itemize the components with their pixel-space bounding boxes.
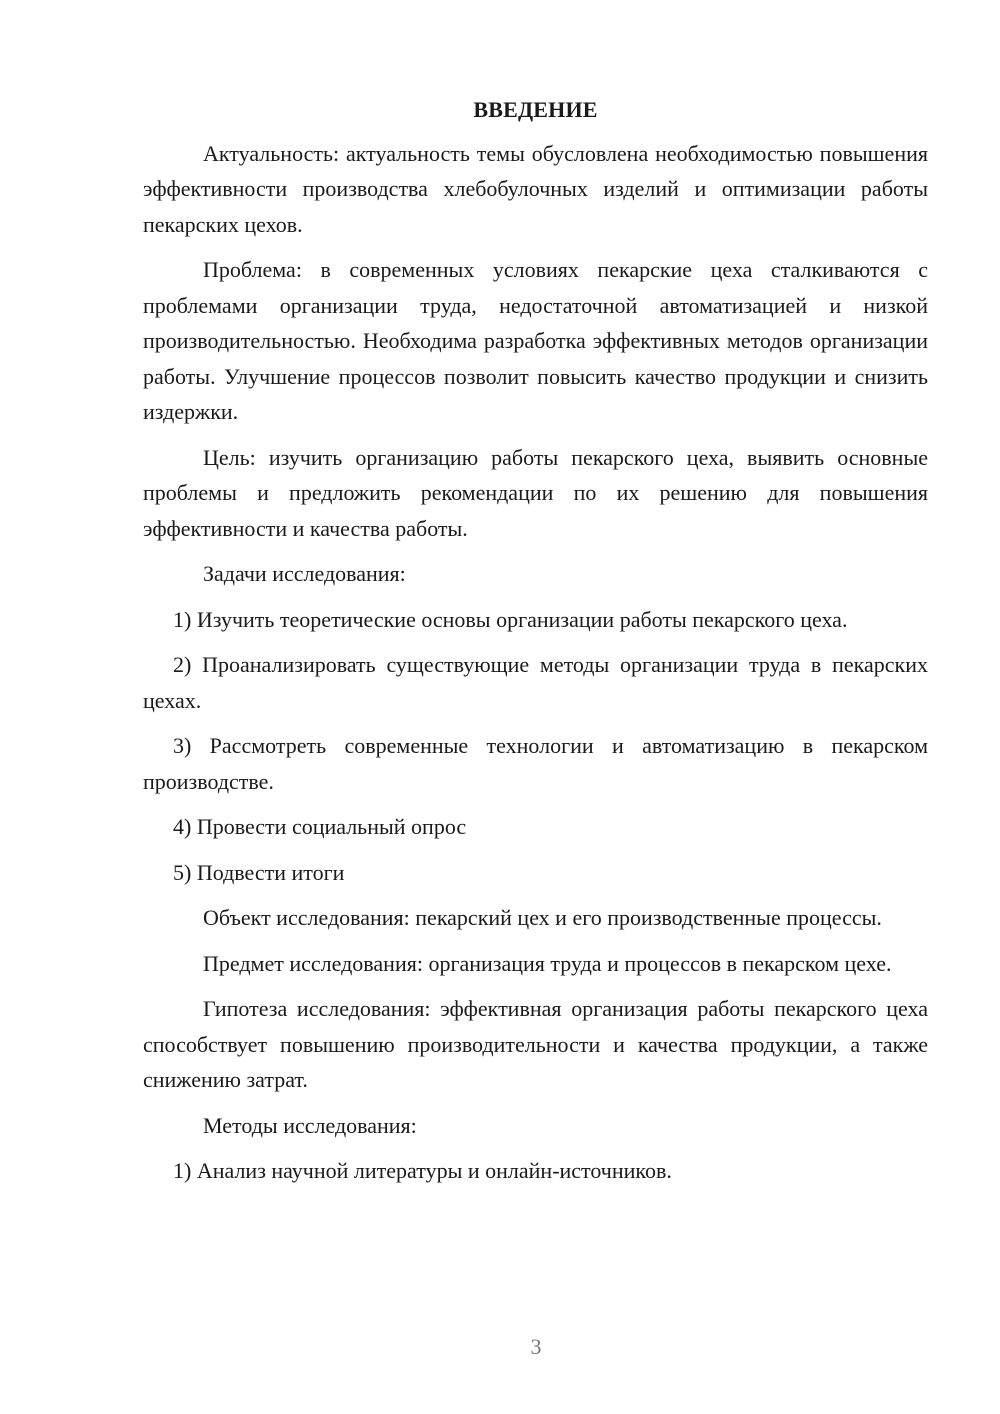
subject-paragraph: Предмет исследования: организация труда и процессов в пекарском цехе.: [203, 950, 892, 976]
method-item-1: 1) Анализ научной литературы и онлайн-источников.: [173, 1158, 672, 1183]
relevance-paragraph: Актуальность: актуальность темы обусловлена необходимостью повышения эффективности производства хлебобулочных изделий и оптимизации работы пекарских цехов.: [143, 140, 928, 237]
document-page: [143, 92, 928, 1199]
task-item-3: 3) Рассмотреть современные технологии и автоматизацию в пекарском производстве.: [143, 733, 928, 794]
task-item-4: 4) Провести социальный опрос: [173, 814, 467, 839]
object-paragraph: Объект исследования: пекарский цех и его производственные процессы.: [203, 905, 882, 930]
page-number: 3: [530, 1334, 542, 1359]
task-item-2: 2) Проанализировать существующие методы организации труда в пекарских цехах.: [143, 652, 928, 713]
section-title: ВВЕДЕНИЕ: [473, 97, 598, 122]
task-item-1: 1) Изучить теоретические основы организации работы пекарского цеха.: [173, 606, 848, 632]
goal-paragraph: Цель: изучить организацию работы пекарского цеха, выявить основные проблемы и предложить рекомендации по их решению для повышения эффективности и качества работы.: [143, 444, 928, 541]
tasks-heading: Задачи исследования:: [203, 561, 406, 586]
methods-heading: Методы исследования:: [203, 1112, 417, 1138]
hypothesis-paragraph: Гипотеза исследования: эффективная организация работы пекарского цеха способствует повышению производительности и качества продукции, а также снижению затрат.: [143, 996, 928, 1092]
task-item-5: 5) Подвести итоги: [173, 859, 345, 885]
problem-paragraph: Проблема: в современных условиях пекарские цеха сталкиваются с проблемами организации труда, недостаточной автоматизацией и низкой производительностью. Необходима разработка эффективных методов организации работы. Улучшение процессов позволит повысить качество продукции и снизить издержки.: [143, 257, 928, 424]
